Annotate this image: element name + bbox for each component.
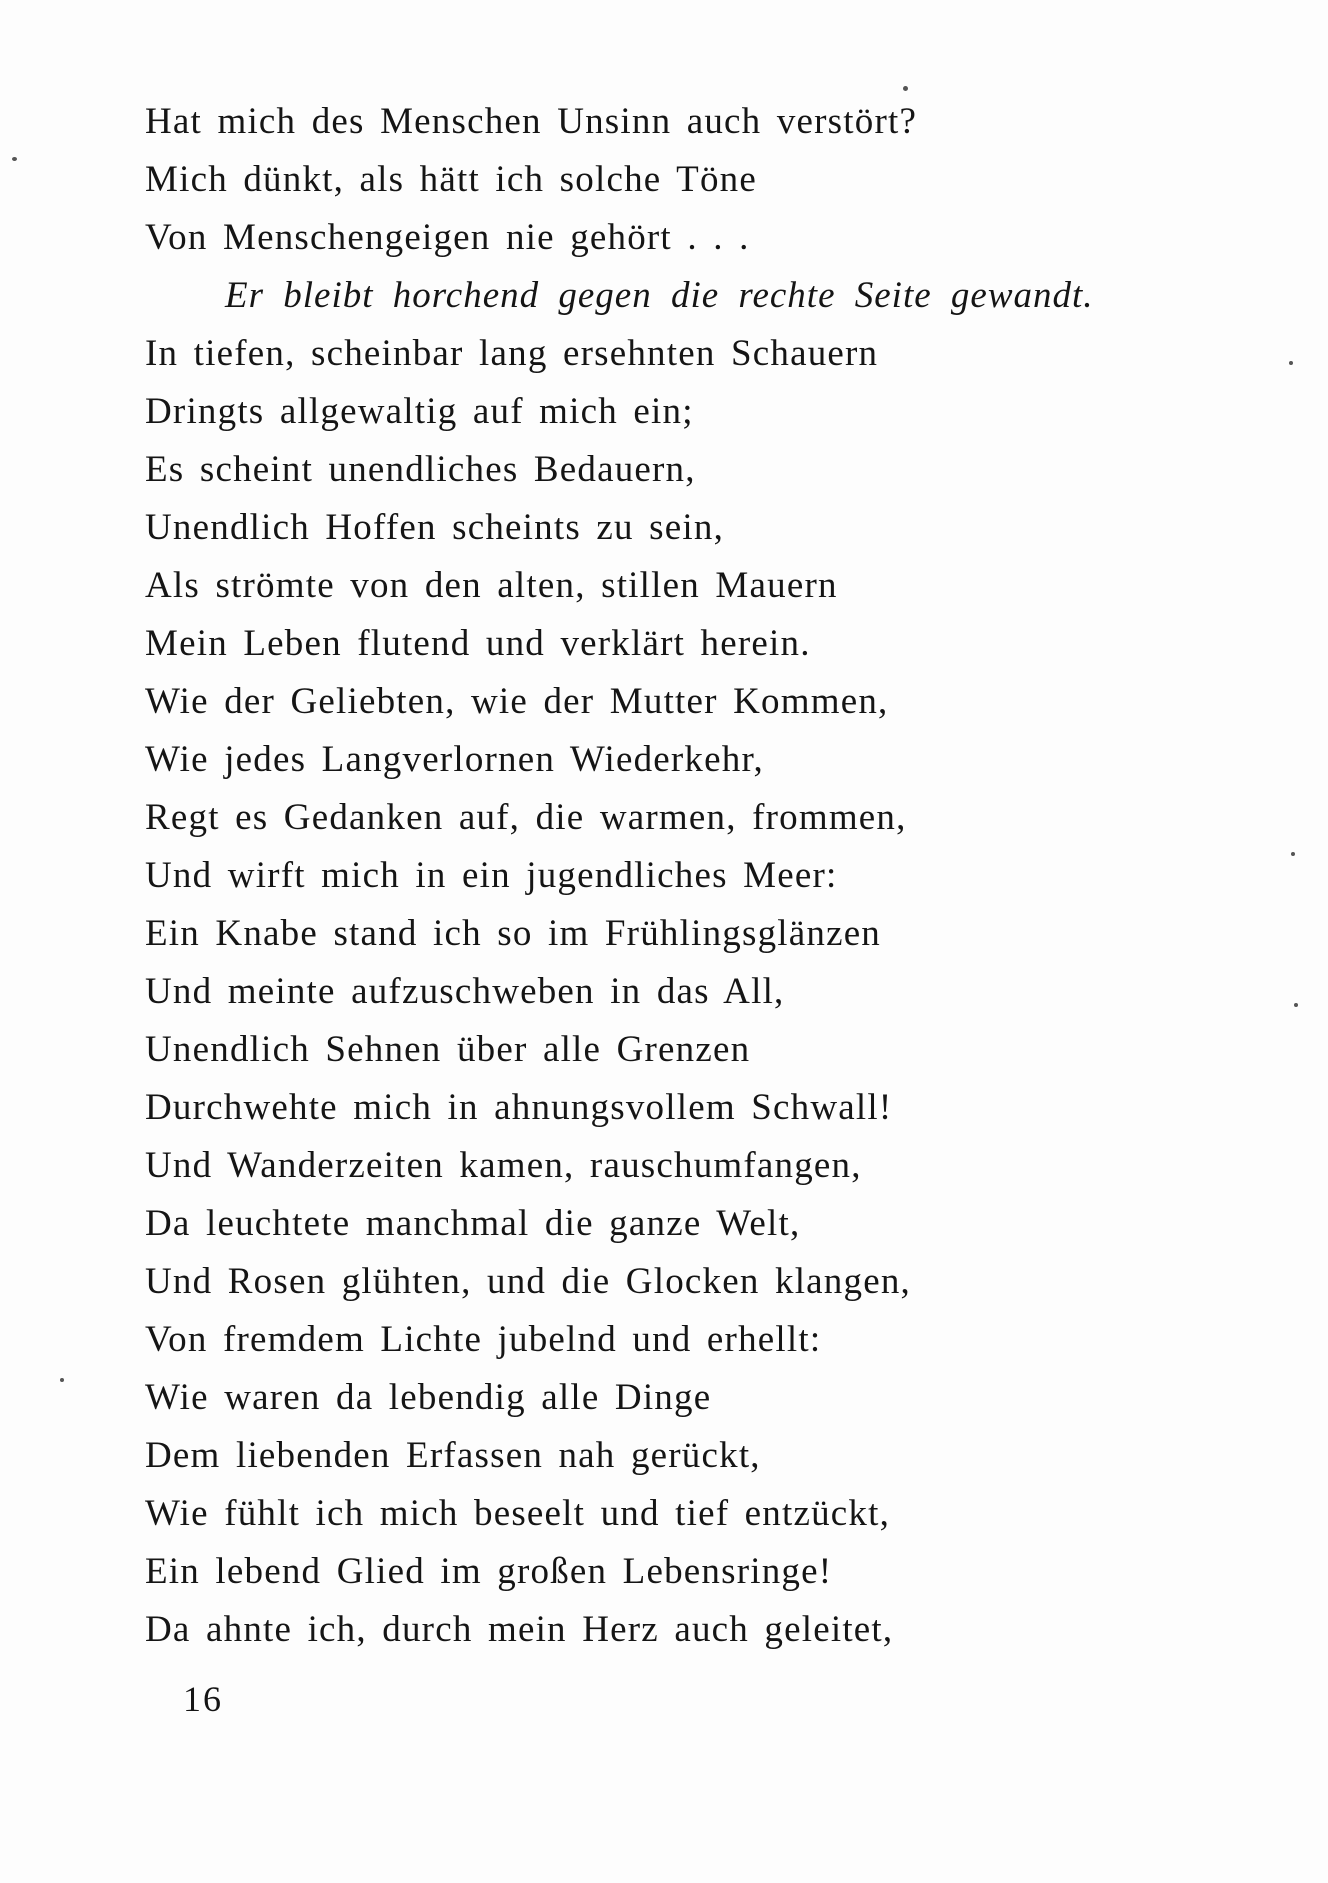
poem-line: Als strömte von den alten, stillen Mauern [145, 565, 838, 606]
poem-line: Regt es Gedanken auf, die warmen, frommen, [145, 797, 907, 838]
poem-line: Dem liebenden Erfassen nah gerückt, [145, 1435, 761, 1476]
poem-line: Unendlich Hoffen scheints zu sein, [145, 507, 725, 548]
poem-line: Mein Leben flutend und verklärt herein. [145, 623, 811, 664]
poem-line: Hat mich des Menschen Unsinn auch verstört? [145, 101, 918, 142]
poem-line: Und meinte aufzuschweben in das All, [145, 971, 785, 1012]
poem-line: Von fremdem Lichte jubelnd und erhellt: [145, 1319, 822, 1360]
scan-speck [1294, 1003, 1298, 1007]
scan-speck [12, 157, 17, 161]
poem-line: Unendlich Sehnen über alle Grenzen [145, 1029, 751, 1070]
scan-speck [1289, 361, 1293, 365]
poem-line: Und Wanderzeiten kamen, rauschumfangen, [145, 1145, 862, 1186]
page-number: 16 [183, 1679, 223, 1719]
poem-line: Durchwehte mich in ahnungsvollem Schwall! [145, 1087, 893, 1128]
poem-line: Von Menschengeigen nie gehört . . . [145, 217, 750, 258]
poem-line: Und wirft mich in ein jugendliches Meer: [145, 855, 838, 896]
poem-line: Wie waren da lebendig alle Dinge [145, 1377, 712, 1418]
scan-speck [903, 86, 908, 91]
poem-line: Wie jedes Langverlornen Wiederkehr, [145, 739, 764, 780]
poem-line: In tiefen, scheinbar lang ersehnten Schauern [145, 333, 879, 374]
poem-line: Mich dünkt, als hätt ich solche Töne [145, 159, 757, 200]
poem-line: Wie der Geliebten, wie der Mutter Kommen, [145, 681, 889, 722]
scan-speck [60, 1378, 64, 1382]
poem-line: Da ahnte ich, durch mein Herz auch geleitet, [145, 1609, 894, 1650]
poem-line: Und Rosen glühten, und die Glocken klangen, [145, 1261, 911, 1302]
stage-direction-line: Er bleibt horchend gegen die rechte Seite gewandt. [225, 275, 1094, 316]
poem-line: Ein Knabe stand ich so im Frühlingsglänzen [145, 913, 882, 954]
scan-speck [1291, 852, 1295, 856]
poem-text [145, 93, 1245, 1659]
poem-line: Da leuchtete manchmal die ganze Welt, [145, 1203, 801, 1244]
poem-line: Wie fühlt ich mich beseelt und tief entzückt, [145, 1493, 891, 1534]
poem-line: Es scheint unendliches Bedauern, [145, 449, 696, 490]
poem-line: Ein lebend Glied im großen Lebensringe! [145, 1551, 833, 1592]
poem-line: Dringts allgewaltig auf mich ein; [145, 391, 694, 432]
